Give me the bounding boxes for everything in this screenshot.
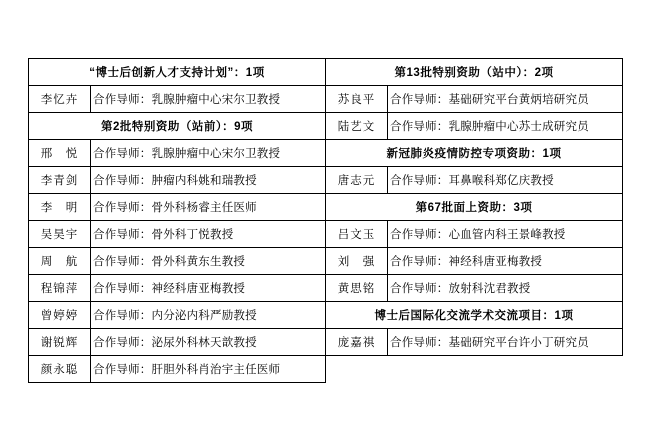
empty-cell	[388, 356, 623, 383]
section-header-right: 新冠肺炎疫情防控专项资助：1项	[326, 140, 623, 167]
mentor-info: 合作导师：神经科唐亚梅教授	[388, 248, 623, 275]
funding-grid	[28, 58, 623, 383]
section-header-right: 第67批面上资助：3项	[326, 194, 623, 221]
person-name: 李 明	[29, 194, 91, 221]
person-name: 李忆卉	[29, 86, 91, 113]
mentor-info: 合作导师：耳鼻喉科郑亿庆教授	[388, 167, 623, 194]
person-name: 唐志元	[326, 167, 388, 194]
table-row	[29, 167, 623, 194]
section-header-left: “博士后创新人才支持计划”：1项	[29, 59, 326, 86]
person-name: 程锦萍	[29, 275, 91, 302]
mentor-info: 合作导师：基础研究平台黄炳培研究员	[388, 86, 623, 113]
section-header-left: 第2批特别资助（站前）：9项	[29, 113, 326, 140]
table-row	[29, 194, 623, 221]
mentor-info: 合作导师：乳腺肿瘤中心宋尔卫教授	[91, 86, 326, 113]
mentor-info: 合作导师：内分泌内科严励教授	[91, 302, 326, 329]
person-name: 吴昊宇	[29, 221, 91, 248]
person-name: 刘 强	[326, 248, 388, 275]
person-name: 周 航	[29, 248, 91, 275]
section-header-right: 博士后国际化交流学术交流项目：1项	[326, 302, 623, 329]
person-name: 曾婷婷	[29, 302, 91, 329]
person-name: 庞嘉祺	[326, 329, 388, 356]
table-row	[29, 86, 623, 113]
mentor-info: 合作导师：神经科唐亚梅教授	[91, 275, 326, 302]
person-name: 颜永聪	[29, 356, 91, 383]
table-row	[29, 59, 623, 86]
person-name: 黄思铭	[326, 275, 388, 302]
table-row	[29, 221, 623, 248]
mentor-info: 合作导师：放射科沈君教授	[388, 275, 623, 302]
mentor-info: 合作导师：肝胆外科肖治宇主任医师	[91, 356, 326, 383]
table-row	[29, 302, 623, 329]
postdoc-funding-table	[28, 58, 622, 383]
mentor-info: 合作导师：乳腺肿瘤中心苏士成研究员	[388, 113, 623, 140]
mentor-info: 合作导师：乳腺肿瘤中心宋尔卫教授	[91, 140, 326, 167]
table-row	[29, 275, 623, 302]
mentor-info: 合作导师：基础研究平台许小丁研究员	[388, 329, 623, 356]
person-name: 吕文玉	[326, 221, 388, 248]
empty-cell	[326, 356, 388, 383]
mentor-info: 合作导师：骨外科黄东生教授	[91, 248, 326, 275]
person-name: 邢 悦	[29, 140, 91, 167]
mentor-info: 合作导师：骨外科杨睿主任医师	[91, 194, 326, 221]
person-name: 陆艺文	[326, 113, 388, 140]
mentor-info: 合作导师：泌尿外科林天歆教授	[91, 329, 326, 356]
table-row	[29, 356, 623, 383]
table-body	[29, 59, 623, 383]
mentor-info: 合作导师：肿瘤内科姚和瑞教授	[91, 167, 326, 194]
person-name: 李青剑	[29, 167, 91, 194]
table-row	[29, 113, 623, 140]
mentor-info: 合作导师：心血管内科王景峰教授	[388, 221, 623, 248]
mentor-info: 合作导师：骨外科丁悦教授	[91, 221, 326, 248]
section-header-right: 第13批特别资助（站中）：2项	[326, 59, 623, 86]
table-row	[29, 329, 623, 356]
person-name: 苏良平	[326, 86, 388, 113]
table-row	[29, 248, 623, 275]
table-row	[29, 140, 623, 167]
person-name: 谢锐辉	[29, 329, 91, 356]
